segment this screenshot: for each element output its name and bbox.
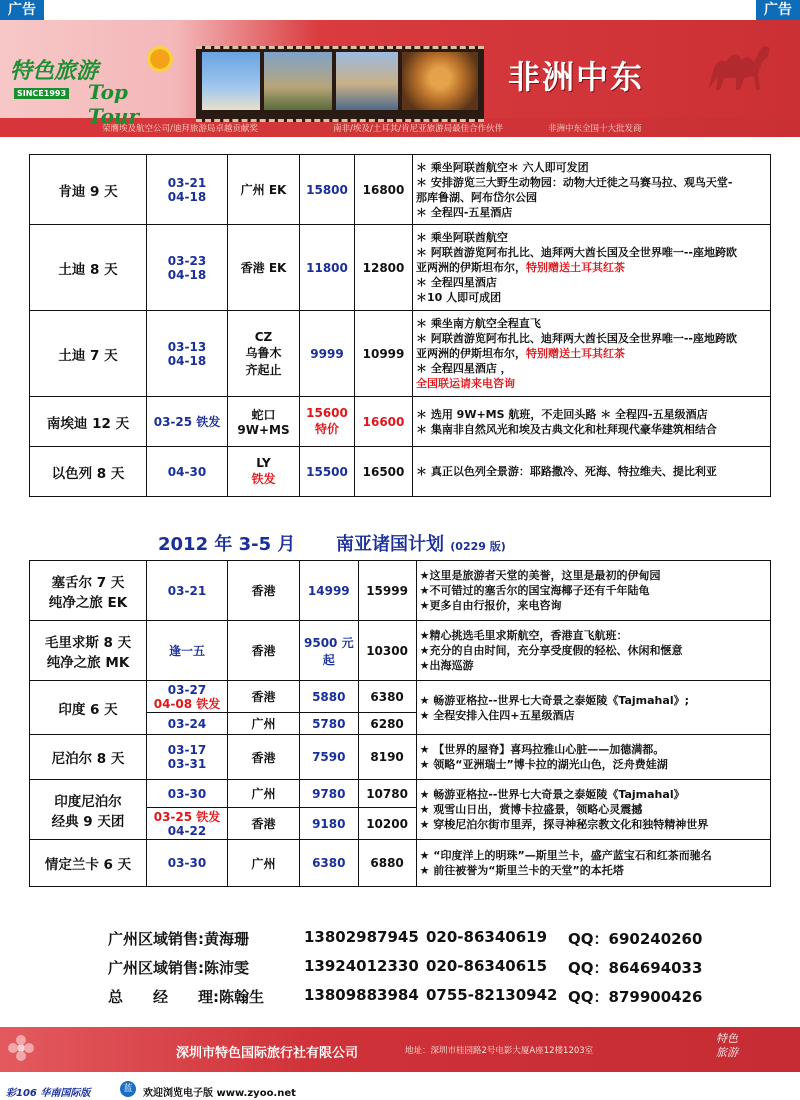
contact-tel: 0755-82130942	[426, 986, 558, 1004]
departure-dates: 03-23 04-18	[147, 225, 228, 311]
flower-icon	[6, 1033, 36, 1063]
footer-bar	[0, 1027, 800, 1072]
table-row	[30, 155, 771, 225]
contact-mobile: 13809883984	[304, 986, 419, 1004]
brand-logo	[10, 48, 175, 128]
route-description: ★ 畅游亚格拉--世界七大奇景之泰姬陵《Tajmahal》; ★ 全程安排入住四+五星级酒店	[416, 681, 770, 735]
price-alt: 6380	[358, 681, 416, 713]
contact-qq: QQ：864694033	[568, 959, 703, 977]
price-alt: 10780	[358, 780, 416, 808]
departure-dates: 03-21 04-18	[147, 155, 228, 225]
price-alt: 10300	[358, 621, 416, 681]
price: 9180	[300, 808, 359, 840]
route-name: 土迪 7 天	[30, 311, 147, 397]
contact-mobile: 13924012330	[304, 957, 419, 975]
banner-sub-3: 非洲中东全国十大批发商	[548, 124, 642, 134]
contact-mobile: 13802987945	[304, 928, 419, 946]
departure-city: 香港	[228, 735, 300, 780]
departure-dates: 03-30	[147, 840, 228, 887]
price: 5880	[300, 681, 359, 713]
departure-city: 广州 EK	[228, 155, 300, 225]
route-name: 以色列 8 天	[30, 447, 147, 497]
departure-city: 香港	[228, 621, 300, 681]
departure-city: 香港	[228, 681, 300, 713]
price: 5780	[300, 713, 359, 735]
route-name: 肯迪 9 天	[30, 155, 147, 225]
departure-dates: 03-13 04-18	[147, 311, 228, 397]
footer-company: 深圳市特色国际旅行社有限公司	[176, 1046, 359, 1061]
table-row	[30, 735, 771, 780]
price: 9999	[300, 311, 355, 397]
route-description: ★精心挑选毛里求斯航空，香港直飞航班： ★充分的自由时间，充分享受度假的轻松、休闲和惬意 ★出海巡游	[416, 621, 770, 681]
departure-dates: 03-21	[147, 561, 228, 621]
price-alt: 16500	[355, 447, 413, 497]
departure-city: 蛇口 9W+MS	[228, 397, 300, 447]
table-row	[30, 225, 771, 311]
route-name: 情定兰卡 6 天	[30, 840, 147, 887]
photo-burj-al-arab	[202, 52, 260, 110]
price: 7590	[300, 735, 359, 780]
price-alt: 12800	[355, 225, 413, 311]
logo-cn-text: 特色旅游	[10, 58, 99, 84]
africa-mideast-table	[29, 154, 771, 497]
photo-filmstrip	[196, 46, 484, 122]
table-row	[30, 780, 771, 808]
page-number: 彩106 华南国际版	[6, 1088, 91, 1099]
price-alt: 10200	[358, 808, 416, 840]
banner-sub-2: 南非/埃及/土耳其/肯尼亚旅游局最佳合作伙伴	[333, 124, 504, 134]
price: 9780	[300, 780, 359, 808]
table-row	[30, 397, 771, 447]
sunflower-icon	[145, 44, 175, 74]
contact-qq: QQ：690240260	[568, 930, 703, 948]
price: 11800	[300, 225, 355, 311]
departure-dates: 03-27 04-08 铁发	[147, 681, 228, 713]
price: 15600 特价	[300, 397, 355, 447]
contact-tel: 020-86340619	[426, 928, 548, 946]
route-name: 印度 6 天	[30, 681, 147, 735]
price-alt: 16800	[355, 155, 413, 225]
route-description: ★ “印度洋上的明珠”—斯里兰卡，盛产蓝宝石和红茶而驰名 ★ 前往被誉为“斯里兰卡的天堂”的本托塔	[416, 840, 770, 887]
edition-badge: 蓝	[120, 1081, 136, 1097]
price-alt: 16600	[355, 397, 413, 447]
route-description: ★ 畅游亚格拉--世界七大奇景之泰姬陵《Tajmahal》 ★ 观雪山日出，赏博卡拉盛景，领略心灵震撼 ★ 穿梭尼泊尔街市里弄，探寻神秘宗教文化和独特精神世界	[416, 780, 770, 840]
route-description: ＊ 乘坐阿联酋航空＊ 六人即可发团 ＊ 安排游览三大野生动物园：动物大迁徙之马赛马拉、观鸟天堂- 那库鲁湖、阿布岱尔公园 ＊ 全程四-五星酒店	[413, 155, 771, 225]
price: 9500 元 起	[300, 621, 359, 681]
section-version: (0229 版)	[450, 540, 506, 553]
ad-label-left: 广告	[0, 0, 44, 20]
table-row	[30, 621, 771, 681]
logo-en-text: Top Tour	[88, 80, 140, 128]
photo-lion	[402, 52, 478, 110]
route-description: ★这里是旅游者天堂的美誉，这里是最初的伊甸园 ★不可错过的塞舌尔的国宝海椰子还有千年陆龟 ★更多自由行报价，来电咨询	[416, 561, 770, 621]
price-alt: 15999	[358, 561, 416, 621]
table-row	[30, 447, 771, 497]
departure-city: 香港	[228, 808, 300, 840]
departure-dates: 03-25 铁发	[147, 397, 228, 447]
departure-dates: 03-24	[147, 713, 228, 735]
price-alt: 8190	[358, 735, 416, 780]
contact-tel: 020-86340615	[426, 957, 548, 975]
contact-label: 广州区域销售:黄海珊	[108, 930, 249, 948]
contact-label: 总 经 理:陈翰生	[108, 988, 264, 1006]
route-name: 毛里求斯 8 天 纯净之旅 MK	[30, 621, 147, 681]
section-year: 2012 年 3-5 月	[158, 534, 296, 555]
logo-since-text: SINCE1993	[14, 88, 69, 99]
ad-label-right: 广告	[756, 0, 800, 20]
website-link[interactable]: 欢迎浏览电子版 www.zyoo.net	[143, 1088, 296, 1099]
table-row	[30, 681, 771, 713]
price: 6380	[300, 840, 359, 887]
banner-title: 非洲中东	[508, 58, 645, 96]
table-row	[30, 561, 771, 621]
departure-city: 广州	[228, 780, 300, 808]
route-description: ＊ 乘坐阿联酋航空 ＊ 阿联酋游览阿布扎比、迪拜两大酋长国及全世界唯一--座地跨欧 亚两洲的伊斯坦布尔，特别赠送土耳其红茶 ＊ 全程四星酒店 ＊10 人即可成团	[413, 225, 771, 311]
route-name: 尼泊尔 8 天	[30, 735, 147, 780]
page-bar	[0, 1078, 800, 1100]
banner-sub-1: 荣膺埃及航空公司/迪拜旅游局卓越贡献奖	[102, 124, 258, 134]
price: 15800	[300, 155, 355, 225]
route-name: 印度尼泊尔 经典 9 天团	[30, 780, 147, 840]
departure-city: 香港	[228, 561, 300, 621]
camel-icon	[700, 28, 780, 108]
banner-subtitle	[0, 120, 800, 137]
footer-address: 地址：深圳市桂园路2号电影大厦A座12楼1203室	[405, 1046, 594, 1056]
departure-dates: 03-17 03-31	[147, 735, 228, 780]
departure-dates: 逢一五	[147, 621, 228, 681]
price-alt: 10999	[355, 311, 413, 397]
south-asia-table	[29, 560, 771, 887]
photo-tower	[336, 52, 398, 110]
header-banner	[0, 20, 800, 137]
departure-dates: 04-30	[147, 447, 228, 497]
route-name: 土迪 8 天	[30, 225, 147, 311]
departure-city: LY 铁发	[228, 447, 300, 497]
route-description: ＊ 乘坐南方航空全程直飞 ＊ 阿联酋游览阿布扎比、迪拜两大酋长国及全世界唯一--座地跨欧 亚两洲的伊斯坦布尔，特别赠送土耳其红茶 ＊ 全程四星酒店 ， 全国联运请来电咨询	[413, 311, 771, 397]
table-row	[30, 311, 771, 397]
departure-dates: 03-30	[147, 780, 228, 808]
route-description: ＊ 选用 9W+MS 航班，不走回头路 ＊ 全程四-五星级酒店 ＊ 集南非自然风光和埃及古典文化和杜拜现代豪华建筑相结合	[413, 397, 771, 447]
price: 14999	[300, 561, 359, 621]
contact-label: 广州区域销售:陈沛雯	[108, 959, 249, 977]
table-row	[30, 840, 771, 887]
departure-city: 广州	[228, 840, 300, 887]
photo-palace	[264, 52, 332, 110]
departure-city: 广州	[228, 713, 300, 735]
price-alt: 6880	[358, 840, 416, 887]
route-name: 南埃迪 12 天	[30, 397, 147, 447]
price-alt: 6280	[358, 713, 416, 735]
contact-qq: QQ：879900426	[568, 988, 703, 1006]
route-description: ★ 【世界的屋脊】喜玛拉雅山心脏——加德满都。 ★ 领略“亚洲瑞士”博卡拉的湖光山色，泛舟费娃湖	[416, 735, 770, 780]
departure-city: 香港 EK	[228, 225, 300, 311]
departure-dates: 03-25 铁发 04-22	[147, 808, 228, 840]
section-name: 南亚诸国计划	[335, 534, 444, 555]
departure-city: CZ 乌鲁木 齐起止	[228, 311, 300, 397]
route-description: ＊ 真正以色列全景游：耶路撒冷、死海、特拉维夫、提比利亚	[413, 447, 771, 497]
route-name: 塞舌尔 7 天 纯净之旅 EK	[30, 561, 147, 621]
price: 15500	[300, 447, 355, 497]
section-title	[158, 530, 506, 556]
footer-logo: 特色 旅游	[716, 1032, 738, 1059]
